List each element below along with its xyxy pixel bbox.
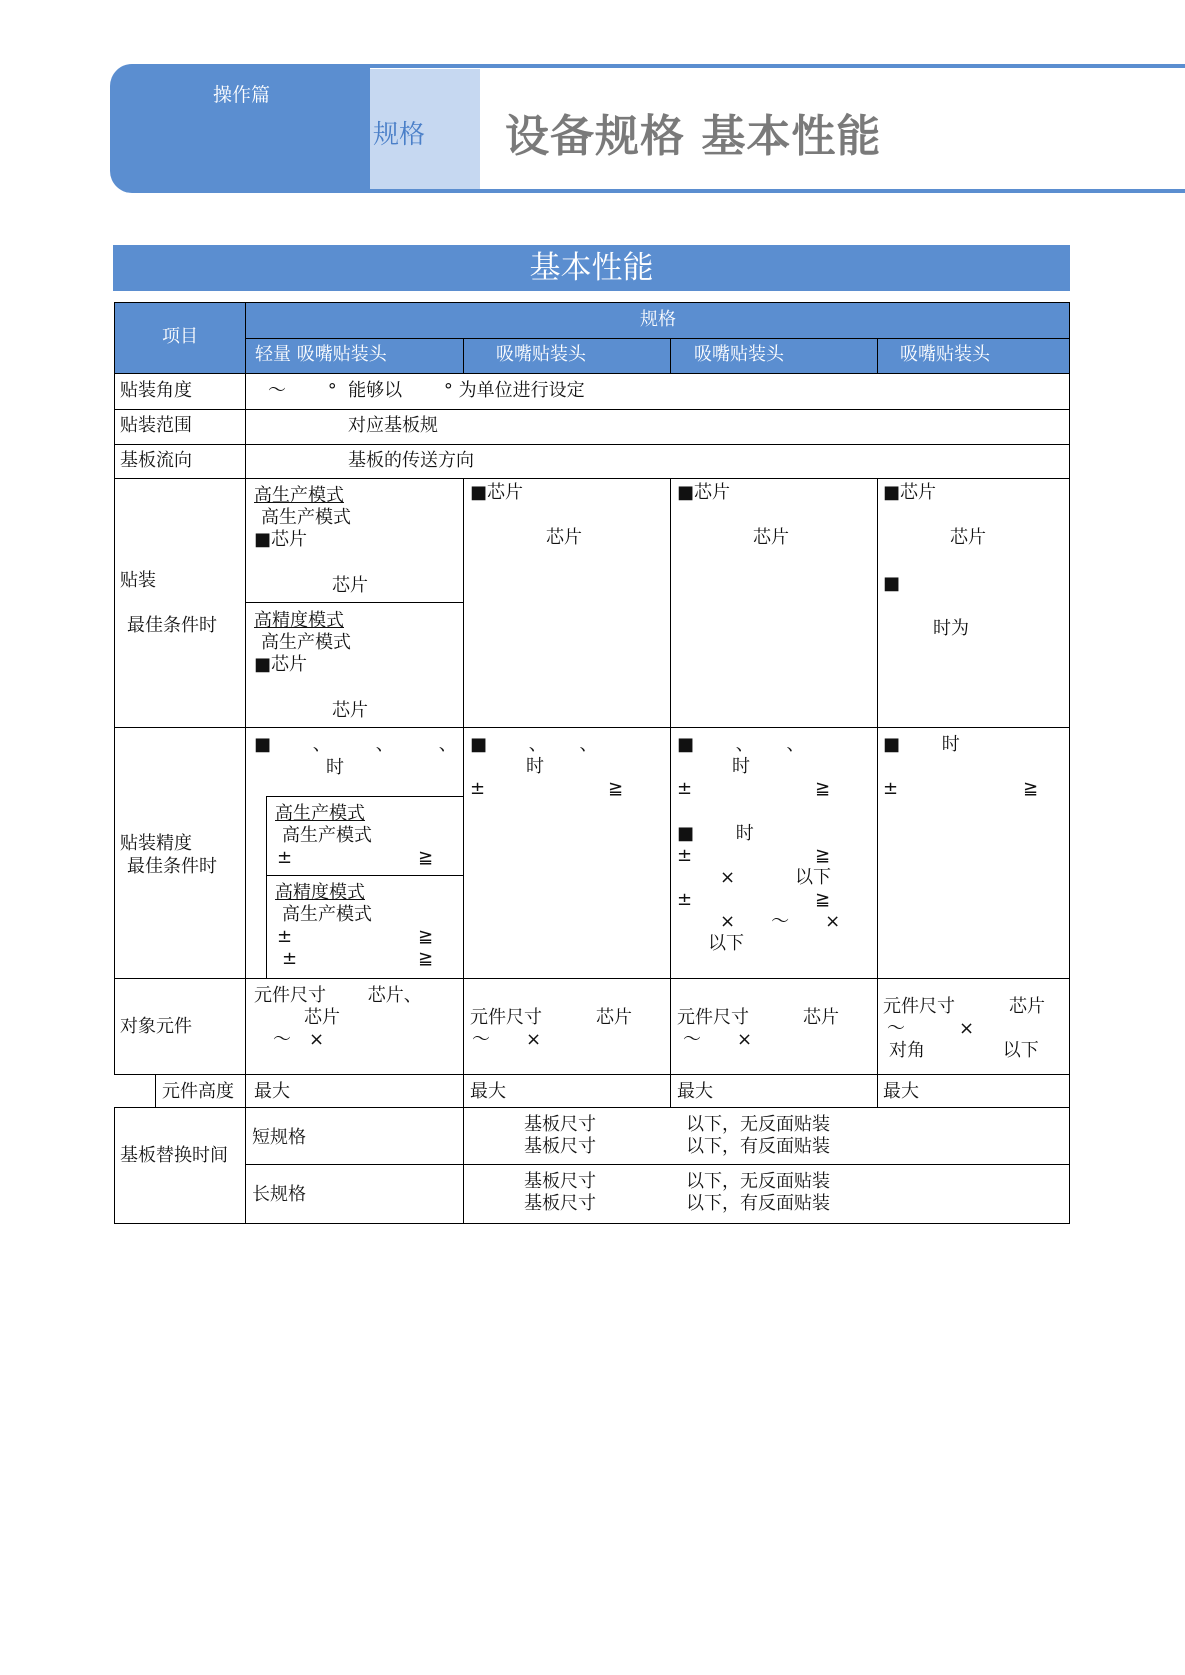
mount-c1a-line2: ■芯片: [254, 529, 308, 550]
acc-c2-line2: 时: [526, 756, 544, 777]
header-spec-label: 规格: [640, 309, 676, 330]
acc-c1a-ge: ≧: [418, 847, 434, 868]
acc-c1b-pm2: ±: [282, 948, 298, 969]
comp-c4-line2: ～ ×: [887, 1018, 975, 1039]
comp-c3-line1: 元件尺寸 芯片: [677, 1007, 839, 1028]
mount-c1a-line3: 芯片: [332, 575, 368, 596]
header-sub-label: 规格: [373, 120, 426, 150]
acc-c3-ge2: ≧: [815, 845, 831, 866]
height-c4-value: 最大: [883, 1081, 919, 1102]
acc-c3-ge3: ≧: [815, 889, 831, 910]
acc-c2-ge: ≧: [608, 778, 624, 799]
mount-c2-line1: ■芯片: [470, 482, 524, 503]
mount-c3-cell: [670, 478, 878, 728]
acc-c1-top: ■ 、 、 、: [254, 734, 457, 755]
row-height-label: 元件高度: [162, 1081, 234, 1102]
mount-c1b-line3: 芯片: [332, 700, 368, 721]
mount-c1a-title: 高生产模式: [254, 485, 344, 506]
comp-c1-line2: 芯片: [304, 1007, 340, 1028]
comp-c4-line3: 对角 以下: [889, 1040, 1039, 1061]
head-col-4-label: 吸嘴贴装头: [900, 344, 990, 365]
row-component-label: 对象元件: [120, 1016, 192, 1037]
swap-long-line1: 基板尺寸 以下，无反面贴装: [524, 1171, 830, 1192]
mount-c3-line2: 芯片: [753, 527, 789, 548]
row-angle-value: ～ ° 能够以 ° 为单位进行设定: [268, 380, 585, 401]
section-title: 基本性能: [113, 245, 1070, 291]
height-c1-value: 最大: [254, 1081, 290, 1102]
head-col-2-label: 吸嘴贴装头: [496, 344, 586, 365]
acc-c3-below1: 以下: [795, 867, 831, 888]
acc-c3-cell: [670, 727, 878, 979]
mount-c1a-line1: 高生产模式: [261, 507, 351, 528]
acc-c3-line3: ■ 时: [677, 823, 754, 844]
comp-c1-line3: ～ ×: [273, 1029, 325, 1050]
mount-c4-line2: 芯片: [950, 527, 986, 548]
comp-c2-line1: 元件尺寸 芯片: [470, 1007, 632, 1028]
comp-c1-line1: 元件尺寸 芯片、: [254, 985, 422, 1006]
acc-c1a-line1: 高生产模式: [282, 825, 372, 846]
comp-c2-line2: ～ ×: [472, 1029, 542, 1050]
row-angle-label: 贴装角度: [120, 380, 192, 401]
row-flow-value: 基板的传送方向: [348, 450, 474, 471]
mount-c2-line2: 芯片: [546, 527, 582, 548]
header-section-label: 操作篇: [213, 84, 271, 106]
acc-c1b-ge2: ≧: [418, 948, 434, 969]
height-c3-value: 最大: [677, 1081, 713, 1102]
acc-c4-cell: [877, 727, 1070, 979]
row-mount-label-1: 贴装: [120, 570, 156, 591]
mount-c4-line4: 时为: [933, 618, 969, 639]
acc-c1b-pm1: ±: [277, 926, 293, 947]
mount-c4-line1: ■芯片: [883, 482, 937, 503]
mount-c4-cell: [877, 478, 1070, 728]
mount-c3-line1: ■芯片: [677, 482, 731, 503]
acc-c4-ge: ≧: [1023, 778, 1039, 799]
acc-c1-top2: 时: [326, 757, 344, 778]
acc-c3-pm1: ±: [677, 778, 693, 799]
mount-c1b-line2: ■芯片: [254, 654, 308, 675]
acc-c3-pm2: ±: [677, 845, 693, 866]
acc-c3-x1: ×: [720, 867, 736, 888]
acc-c1a-title: 高生产模式: [275, 803, 365, 824]
acc-c3-below2: 以下: [708, 933, 744, 954]
mount-c1b-title: 高精度模式: [254, 610, 344, 631]
acc-c3-line1: ■ 、 、: [677, 734, 805, 755]
acc-c3-ge1: ≧: [815, 778, 831, 799]
mount-c1b-line1: 高生产模式: [261, 632, 351, 653]
acc-c2-cell: [463, 727, 671, 979]
acc-c1b-line1: 高生产模式: [282, 904, 372, 925]
head-col-3-label: 吸嘴贴装头: [694, 344, 784, 365]
acc-c4-line1: ■ 时: [883, 734, 960, 755]
height-c2-value: 最大: [470, 1081, 506, 1102]
row-range-value: 对应基板规: [348, 415, 438, 436]
row-mount-label-2: 最佳条件时: [127, 615, 217, 636]
acc-c2-line1: ■ 、 、: [470, 734, 598, 755]
comp-c3-line2: ～ ×: [683, 1029, 753, 1050]
acc-c2-pm: ±: [470, 778, 486, 799]
comp-c4-line1: 元件尺寸 芯片: [883, 996, 1045, 1017]
row-swap-label: 基板替换时间: [120, 1145, 228, 1166]
swap-short-line1: 基板尺寸 以下，无反面贴装: [524, 1114, 830, 1135]
row-accuracy-label-2: 最佳条件时: [127, 856, 217, 877]
row-flow-label: 基板流向: [120, 450, 192, 471]
acc-c4-pm: ±: [883, 778, 899, 799]
header-item-label: 项目: [162, 326, 198, 347]
mount-c2-cell: [463, 478, 671, 728]
mount-c4-line3: ■: [883, 573, 901, 594]
acc-c1b-title: 高精度模式: [275, 882, 365, 903]
acc-c1b-ge1: ≧: [418, 926, 434, 947]
acc-c3-line2: 时: [732, 756, 750, 777]
swap-long-line2: 基板尺寸 以下，有反面贴装: [524, 1193, 830, 1214]
acc-c1a-pm: ±: [277, 847, 293, 868]
row-accuracy-label-1: 贴装精度: [120, 833, 192, 854]
acc-c3-x2: × ～ ×: [720, 911, 841, 932]
row-mount-label-cell: [114, 478, 246, 728]
acc-c3-pm3: ±: [677, 889, 693, 910]
page-title: 设备规格 基本性能: [505, 111, 882, 162]
head-col-1-label: 轻量 吸嘴贴装头: [255, 344, 387, 365]
swap-short-label: 短规格: [252, 1127, 306, 1148]
swap-short-line2: 基板尺寸 以下，有反面贴装: [524, 1136, 830, 1157]
swap-long-label: 长规格: [252, 1184, 306, 1205]
row-range-label: 贴装范围: [120, 415, 192, 436]
